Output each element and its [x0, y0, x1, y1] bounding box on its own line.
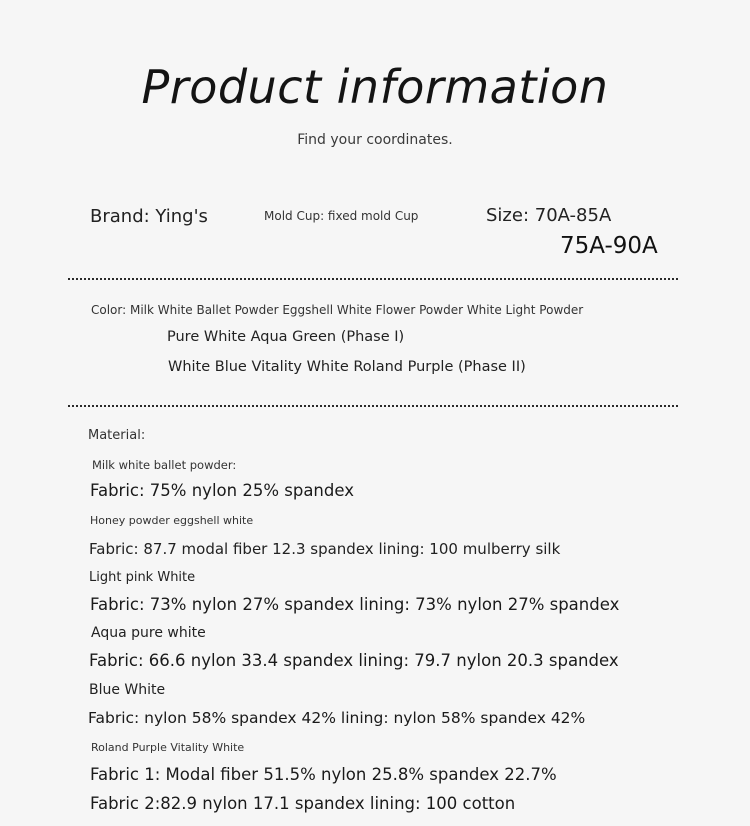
- color-spec-line: Color: Milk White Ballet Powder Eggshell White Flower Powder White Light Powder: [91, 303, 584, 317]
- material-fabric-line: Fabric: nylon 58% spandex 42% lining: nylon 58% spandex 42%: [88, 709, 586, 727]
- color-spec-line: Pure White Aqua Green (Phase I): [167, 329, 405, 345]
- brand-spec: Brand: Ying's: [90, 206, 208, 227]
- material-fabric-line: Fabric: 87.7 modal fiber 12.3 spandex lining: 100 mulberry silk: [89, 540, 561, 558]
- page-subtitle: Find your coordinates.: [297, 132, 453, 148]
- dotted-divider: [68, 405, 678, 407]
- material-fabric-line: Fabric: 75% nylon 25% spandex: [90, 481, 354, 500]
- material-variant-name: Aqua pure white: [91, 625, 206, 641]
- material-variant-name: Roland Purple Vitality White: [91, 741, 245, 754]
- color-spec-line: White Blue Vitality White Roland Purple (Phase II): [168, 359, 526, 375]
- size-spec-secondary: 75A-90A: [560, 233, 658, 259]
- material-fabric-line: Fabric 1: Modal fiber 51.5% nylon 25.8% spandex 22.7%: [90, 765, 557, 784]
- dotted-divider: [68, 278, 678, 280]
- page-title: Product information: [141, 60, 609, 114]
- mold-cup-spec: Mold Cup: fixed mold Cup: [264, 209, 419, 223]
- material-fabric-line: Fabric: 66.6 nylon 33.4 spandex lining: 79.7 nylon 20.3 spandex: [89, 651, 619, 670]
- material-variant-name: Milk white ballet powder:: [92, 458, 237, 472]
- material-variant-name: Honey powder eggshell white: [90, 514, 254, 527]
- size-spec: Size: 70A-85A: [486, 205, 612, 226]
- material-variant-name: Blue White: [89, 682, 166, 698]
- material-fabric-line: Fabric 2:82.9 nylon 17.1 spandex lining: 100 cotton: [90, 794, 516, 813]
- material-label: Material:: [88, 428, 146, 443]
- material-variant-name: Light pink White: [89, 570, 196, 585]
- material-fabric-line: Fabric: 73% nylon 27% spandex lining: 73% nylon 27% spandex: [90, 595, 620, 614]
